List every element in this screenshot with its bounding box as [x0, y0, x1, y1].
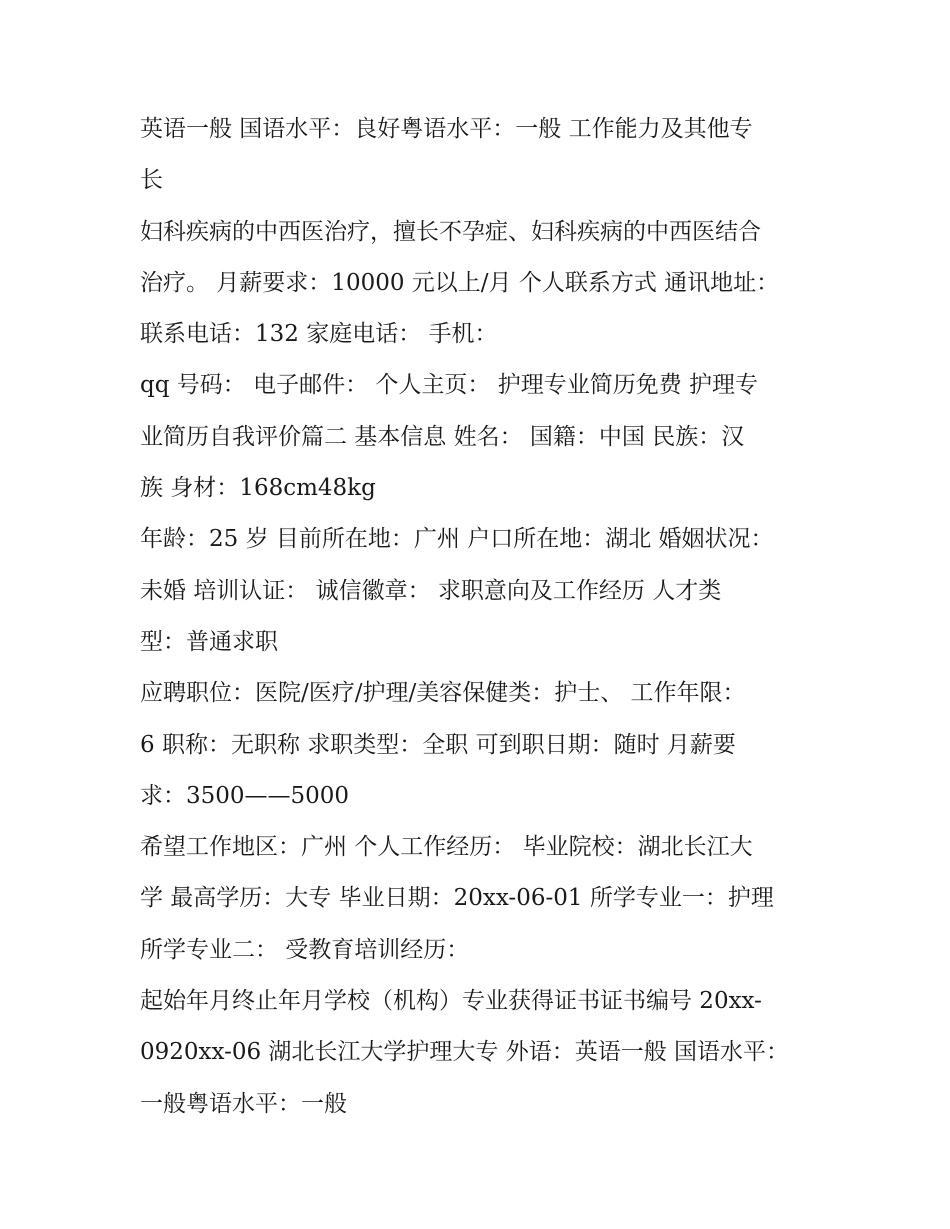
- text-line-7: 业简历自我评价篇二 基本信息 姓名： 国籍：中国 民族：汉: [140, 423, 745, 450]
- text-line-8: 族 身材：168cm48kg: [140, 475, 376, 502]
- text-line-18: 起始年月终止年月学校（机构）专业获得证书证书编号 20xx-: [140, 988, 762, 1015]
- text-line-16: 学 最高学历：大专 毕业日期：20xx-06-01 所学专业一：护理: [140, 885, 774, 912]
- text-line-4: 治疗。 月薪要求：10000 元以上/月 个人联系方式 通讯地址：: [140, 269, 780, 296]
- text-line-17: 所学专业二： 受教育培训经历：: [140, 936, 470, 963]
- text-line-19: 0920xx-06 湖北长江大学护理大专 外语：英语一般 国语水平：: [140, 1039, 790, 1066]
- text-line-9: 年龄：25 岁 目前所在地：广州 户口所在地：湖北 婚姻状况：: [140, 526, 774, 553]
- text-line-1: 英语一般 国语水平：良好粤语水平：一般 工作能力及其他专: [140, 116, 753, 142]
- text-line-12: 应聘职位：医院/医疗/护理/美容保健类：护士、 工作年限：: [140, 680, 746, 707]
- document-body: [140, 104, 830, 1130]
- text-line-3: 妇科疾病的中西医治疗，擅长不孕症、妇科疾病的中西医结合: [140, 218, 761, 245]
- text-line-10: 未婚 培训认证： 诚信徽章： 求职意向及工作经历 人才类: [140, 577, 722, 604]
- text-line-14: 求：3500——5000: [140, 782, 350, 809]
- text-line-13: 6 职称：无职称 求职类型：全职 可到职日期：随时 月薪要: [140, 731, 736, 758]
- text-line-11: 型：普通求职: [140, 628, 278, 655]
- text-line-2: 长: [140, 167, 163, 194]
- text-line-5: 联系电话：132 家庭电话： 手机：: [140, 321, 498, 348]
- text-line-6: qq 号码： 电子邮件： 个人主页： 护理专业简历免费 护理专: [140, 372, 759, 399]
- text-line-20: 一般粤语水平：一般: [140, 1090, 347, 1117]
- text-line-15: 希望工作地区：广州 个人工作经历： 毕业院校：湖北长江大: [140, 834, 753, 861]
